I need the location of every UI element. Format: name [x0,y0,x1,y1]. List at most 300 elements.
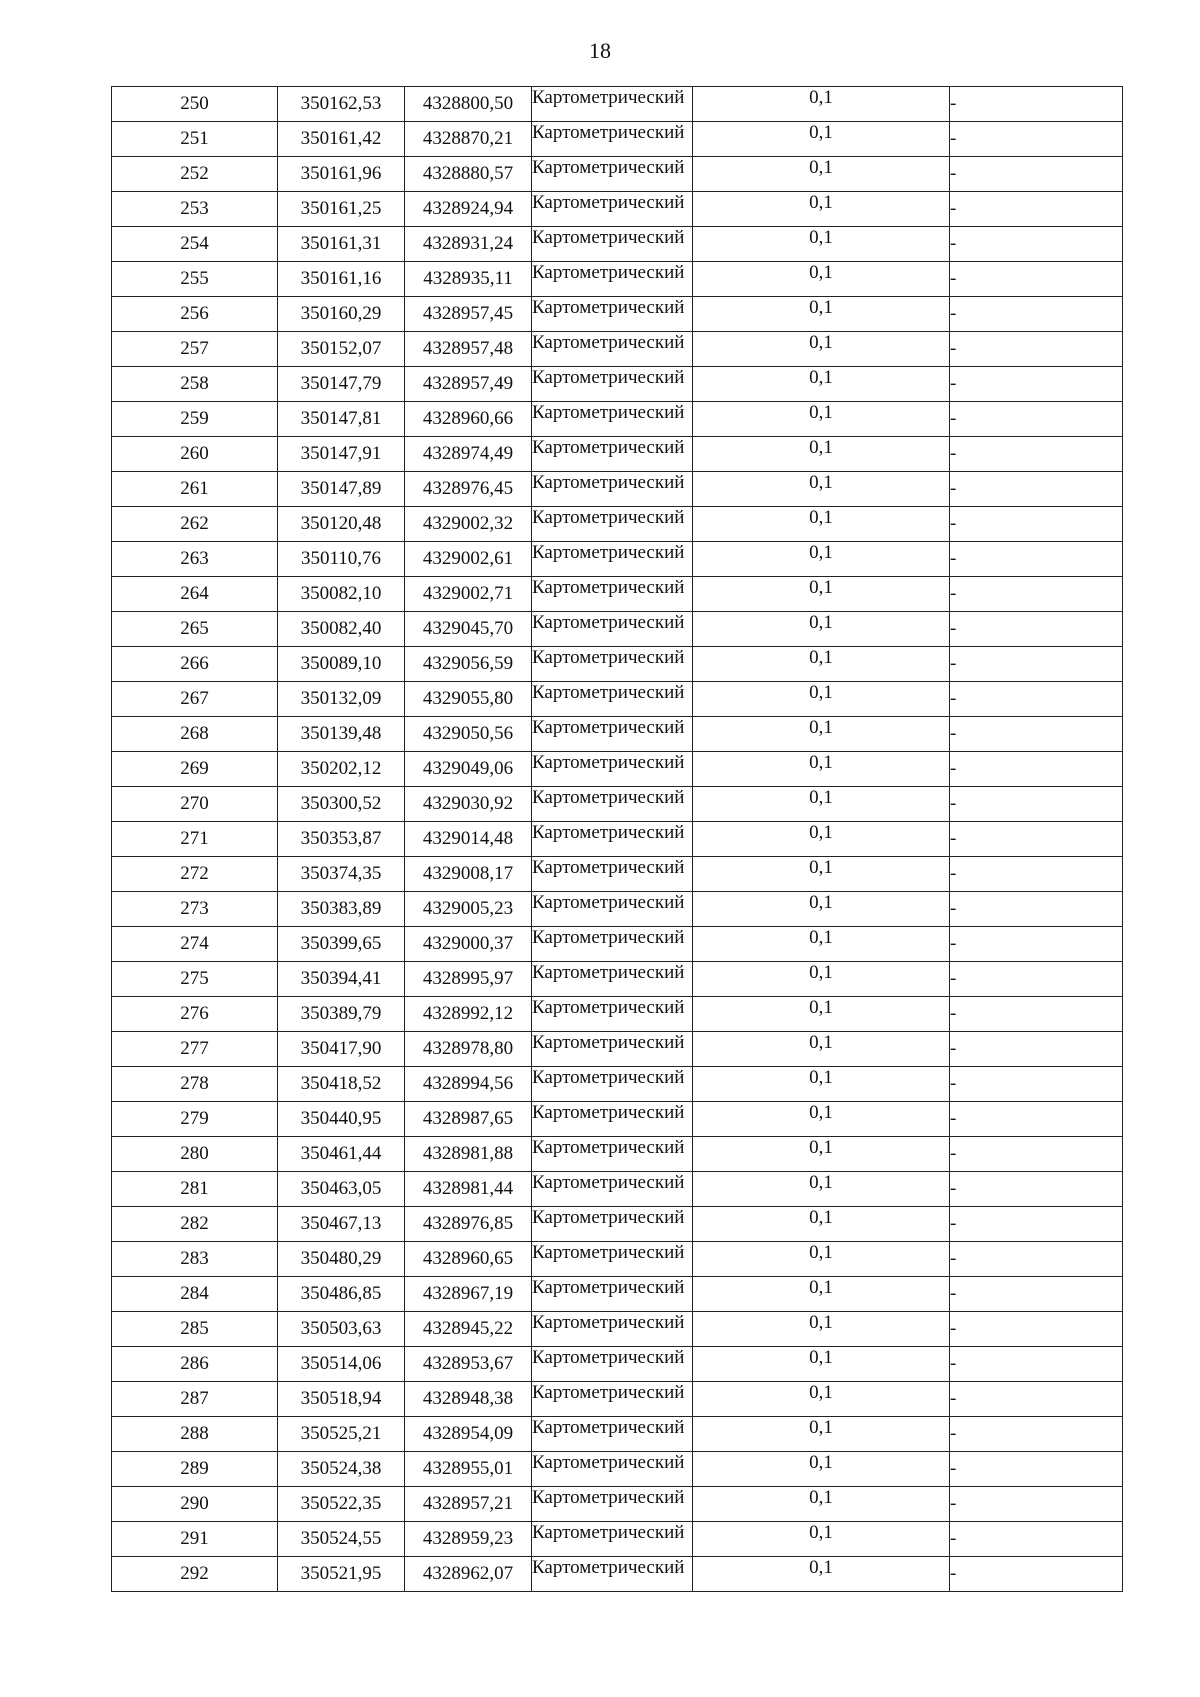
accuracy-cell: 0,1 [693,1102,950,1137]
method-cell: Картометрический [532,1312,693,1347]
x-coordinate-cell: 350418,52 [278,1067,405,1102]
accuracy-cell: 0,1 [693,787,950,822]
accuracy-cell: 0,1 [693,1067,950,1102]
table-row [112,787,1123,822]
accuracy-cell: 0,1 [693,437,950,472]
note-cell: - [950,962,1123,997]
accuracy-cell: 0,1 [693,1242,950,1277]
note-cell: - [950,192,1123,227]
point-number-cell: 286 [112,1347,278,1382]
y-coordinate-cell: 4328954,09 [405,1417,532,1452]
accuracy-cell: 0,1 [693,997,950,1032]
accuracy-cell: 0,1 [693,927,950,962]
x-coordinate-cell: 350480,29 [278,1242,405,1277]
y-coordinate-cell: 4328870,21 [405,122,532,157]
x-coordinate-cell: 350399,65 [278,927,405,962]
method-cell: Картометрический [532,542,693,577]
note-cell: - [950,87,1123,122]
table-row [112,577,1123,612]
accuracy-cell: 0,1 [693,822,950,857]
y-coordinate-cell: 4329056,59 [405,647,532,682]
method-cell: Картометрический [532,787,693,822]
y-coordinate-cell: 4328924,94 [405,192,532,227]
accuracy-cell: 0,1 [693,1557,950,1592]
table-row [112,1347,1123,1382]
table-row [112,1137,1123,1172]
x-coordinate-cell: 350374,35 [278,857,405,892]
accuracy-cell: 0,1 [693,1032,950,1067]
x-coordinate-cell: 350152,07 [278,332,405,367]
method-cell: Картометрический [532,1347,693,1382]
point-number-cell: 273 [112,892,278,927]
method-cell: Картометрический [532,1382,693,1417]
table-row [112,1557,1123,1592]
point-number-cell: 265 [112,612,278,647]
y-coordinate-cell: 4328959,23 [405,1522,532,1557]
y-coordinate-cell: 4329005,23 [405,892,532,927]
accuracy-cell: 0,1 [693,752,950,787]
accuracy-cell: 0,1 [693,1487,950,1522]
accuracy-cell: 0,1 [693,892,950,927]
y-coordinate-cell: 4329050,56 [405,717,532,752]
accuracy-cell: 0,1 [693,962,950,997]
x-coordinate-cell: 350147,79 [278,367,405,402]
accuracy-cell: 0,1 [693,262,950,297]
note-cell: - [950,682,1123,717]
accuracy-cell: 0,1 [693,157,950,192]
y-coordinate-cell: 4329014,48 [405,822,532,857]
accuracy-cell: 0,1 [693,1347,950,1382]
y-coordinate-cell: 4328957,45 [405,297,532,332]
y-coordinate-cell: 4328800,50 [405,87,532,122]
accuracy-cell: 0,1 [693,717,950,752]
table-row [112,752,1123,787]
method-cell: Картометрический [532,367,693,402]
method-cell: Картометрический [532,1487,693,1522]
point-number-cell: 256 [112,297,278,332]
table-row [112,682,1123,717]
x-coordinate-cell: 350120,48 [278,507,405,542]
accuracy-cell: 0,1 [693,1312,950,1347]
point-number-cell: 254 [112,227,278,262]
method-cell: Картометрический [532,962,693,997]
x-coordinate-cell: 350440,95 [278,1102,405,1137]
accuracy-cell: 0,1 [693,192,950,227]
y-coordinate-cell: 4328978,80 [405,1032,532,1067]
method-cell: Картометрический [532,192,693,227]
y-coordinate-cell: 4329008,17 [405,857,532,892]
note-cell: - [950,472,1123,507]
method-cell: Картометрический [532,1032,693,1067]
note-cell: - [950,1312,1123,1347]
y-coordinate-cell: 4328992,12 [405,997,532,1032]
table-row [112,262,1123,297]
point-number-cell: 262 [112,507,278,542]
y-coordinate-cell: 4329030,92 [405,787,532,822]
note-cell: - [950,1102,1123,1137]
table-row [112,717,1123,752]
y-coordinate-cell: 4328960,66 [405,402,532,437]
point-number-cell: 281 [112,1172,278,1207]
note-cell: - [950,787,1123,822]
point-number-cell: 252 [112,157,278,192]
method-cell: Картометрический [532,1137,693,1172]
note-cell: - [950,1242,1123,1277]
x-coordinate-cell: 350461,44 [278,1137,405,1172]
method-cell: Картометрический [532,1522,693,1557]
method-cell: Картометрический [532,612,693,647]
accuracy-cell: 0,1 [693,297,950,332]
x-coordinate-cell: 350160,29 [278,297,405,332]
table-row [112,507,1123,542]
table-row [112,297,1123,332]
note-cell: - [950,717,1123,752]
page-number: 18 [589,38,611,63]
x-coordinate-cell: 350521,95 [278,1557,405,1592]
table-row [112,367,1123,402]
note-cell: - [950,1557,1123,1592]
table-row [112,1522,1123,1557]
point-number-cell: 279 [112,1102,278,1137]
x-coordinate-cell: 350486,85 [278,1277,405,1312]
y-coordinate-cell: 4328981,88 [405,1137,532,1172]
x-coordinate-cell: 350389,79 [278,997,405,1032]
accuracy-cell: 0,1 [693,647,950,682]
point-number-cell: 272 [112,857,278,892]
note-cell: - [950,892,1123,927]
accuracy-cell: 0,1 [693,367,950,402]
point-number-cell: 266 [112,647,278,682]
note-cell: - [950,1417,1123,1452]
table-row [112,87,1123,122]
accuracy-cell: 0,1 [693,332,950,367]
point-number-cell: 255 [112,262,278,297]
point-number-cell: 259 [112,402,278,437]
y-coordinate-cell: 4329000,37 [405,927,532,962]
x-coordinate-cell: 350162,53 [278,87,405,122]
method-cell: Картометрический [532,1242,693,1277]
point-number-cell: 258 [112,367,278,402]
point-number-cell: 283 [112,1242,278,1277]
table-row [112,1172,1123,1207]
table-row [112,1277,1123,1312]
point-number-cell: 269 [112,752,278,787]
y-coordinate-cell: 4329049,06 [405,752,532,787]
table-row [112,962,1123,997]
y-coordinate-cell: 4328960,65 [405,1242,532,1277]
accuracy-cell: 0,1 [693,577,950,612]
note-cell: - [950,752,1123,787]
x-coordinate-cell: 350514,06 [278,1347,405,1382]
y-coordinate-cell: 4328994,56 [405,1067,532,1102]
accuracy-cell: 0,1 [693,1382,950,1417]
accuracy-cell: 0,1 [693,402,950,437]
note-cell: - [950,542,1123,577]
accuracy-cell: 0,1 [693,87,950,122]
method-cell: Картометрический [532,332,693,367]
point-number-cell: 289 [112,1452,278,1487]
note-cell: - [950,1382,1123,1417]
point-number-cell: 261 [112,472,278,507]
x-coordinate-cell: 350467,13 [278,1207,405,1242]
method-cell: Картометрический [532,157,693,192]
table-row [112,857,1123,892]
point-number-cell: 251 [112,122,278,157]
method-cell: Картометрический [532,822,693,857]
method-cell: Картометрический [532,1417,693,1452]
x-coordinate-cell: 350353,87 [278,822,405,857]
accuracy-cell: 0,1 [693,1522,950,1557]
method-cell: Картометрический [532,1102,693,1137]
x-coordinate-cell: 350161,25 [278,192,405,227]
note-cell: - [950,262,1123,297]
x-coordinate-cell: 350417,90 [278,1032,405,1067]
method-cell: Картометрический [532,507,693,542]
x-coordinate-cell: 350110,76 [278,542,405,577]
table-row [112,1242,1123,1277]
method-cell: Картометрический [532,1172,693,1207]
note-cell: - [950,1172,1123,1207]
point-number-cell: 280 [112,1137,278,1172]
accuracy-cell: 0,1 [693,122,950,157]
point-number-cell: 263 [112,542,278,577]
accuracy-cell: 0,1 [693,682,950,717]
point-number-cell: 264 [112,577,278,612]
table-row [112,647,1123,682]
point-number-cell: 284 [112,1277,278,1312]
method-cell: Картометрический [532,472,693,507]
accuracy-cell: 0,1 [693,1417,950,1452]
point-number-cell: 250 [112,87,278,122]
note-cell: - [950,1487,1123,1522]
method-cell: Картометрический [532,752,693,787]
accuracy-cell: 0,1 [693,1277,950,1312]
note-cell: - [950,1067,1123,1102]
method-cell: Картометрический [532,682,693,717]
point-number-cell: 257 [112,332,278,367]
table-row [112,1067,1123,1102]
note-cell: - [950,1522,1123,1557]
point-number-cell: 260 [112,437,278,472]
method-cell: Картометрический [532,437,693,472]
note-cell: - [950,507,1123,542]
note-cell: - [950,822,1123,857]
y-coordinate-cell: 4328981,44 [405,1172,532,1207]
y-coordinate-cell: 4329002,32 [405,507,532,542]
note-cell: - [950,297,1123,332]
method-cell: Картометрический [532,892,693,927]
accuracy-cell: 0,1 [693,542,950,577]
x-coordinate-cell: 350161,42 [278,122,405,157]
x-coordinate-cell: 350518,94 [278,1382,405,1417]
y-coordinate-cell: 4328995,97 [405,962,532,997]
method-cell: Картометрический [532,1557,693,1592]
accuracy-cell: 0,1 [693,1137,950,1172]
x-coordinate-cell: 350089,10 [278,647,405,682]
note-cell: - [950,612,1123,647]
point-number-cell: 282 [112,1207,278,1242]
point-number-cell: 287 [112,1382,278,1417]
table-row [112,822,1123,857]
y-coordinate-cell: 4328957,48 [405,332,532,367]
table-row [112,1417,1123,1452]
y-coordinate-cell: 4328955,01 [405,1452,532,1487]
y-coordinate-cell: 4328987,65 [405,1102,532,1137]
y-coordinate-cell: 4329002,61 [405,542,532,577]
table-row [112,1452,1123,1487]
x-coordinate-cell: 350161,31 [278,227,405,262]
x-coordinate-cell: 350161,96 [278,157,405,192]
note-cell: - [950,437,1123,472]
accuracy-cell: 0,1 [693,507,950,542]
table-row [112,402,1123,437]
method-cell: Картометрический [532,577,693,612]
y-coordinate-cell: 4328945,22 [405,1312,532,1347]
note-cell: - [950,1452,1123,1487]
point-number-cell: 290 [112,1487,278,1522]
y-coordinate-cell: 4329045,70 [405,612,532,647]
method-cell: Картометрический [532,87,693,122]
point-number-cell: 267 [112,682,278,717]
table-row [112,1382,1123,1417]
method-cell: Картометрический [532,1067,693,1102]
x-coordinate-cell: 350147,81 [278,402,405,437]
table-row [112,1487,1123,1522]
note-cell: - [950,647,1123,682]
note-cell: - [950,367,1123,402]
method-cell: Картометрический [532,857,693,892]
point-number-cell: 274 [112,927,278,962]
x-coordinate-cell: 350082,10 [278,577,405,612]
x-coordinate-cell: 350082,40 [278,612,405,647]
point-number-cell: 292 [112,1557,278,1592]
point-number-cell: 291 [112,1522,278,1557]
method-cell: Картометрический [532,927,693,962]
y-coordinate-cell: 4328953,67 [405,1347,532,1382]
table-row [112,997,1123,1032]
point-number-cell: 268 [112,717,278,752]
x-coordinate-cell: 350147,89 [278,472,405,507]
y-coordinate-cell: 4329002,71 [405,577,532,612]
point-number-cell: 277 [112,1032,278,1067]
point-number-cell: 253 [112,192,278,227]
table-row [112,892,1123,927]
table-row [112,1032,1123,1067]
point-number-cell: 288 [112,1417,278,1452]
table-row [112,1207,1123,1242]
point-number-cell: 285 [112,1312,278,1347]
note-cell: - [950,577,1123,612]
x-coordinate-cell: 350394,41 [278,962,405,997]
table-row [112,157,1123,192]
point-number-cell: 275 [112,962,278,997]
x-coordinate-cell: 350147,91 [278,437,405,472]
y-coordinate-cell: 4328931,24 [405,227,532,262]
accuracy-cell: 0,1 [693,1172,950,1207]
method-cell: Картометрический [532,227,693,262]
y-coordinate-cell: 4328967,19 [405,1277,532,1312]
table-row [112,437,1123,472]
x-coordinate-cell: 350202,12 [278,752,405,787]
point-number-cell: 276 [112,997,278,1032]
coordinates-table [111,86,1123,1592]
point-number-cell: 271 [112,822,278,857]
note-cell: - [950,1032,1123,1067]
accuracy-cell: 0,1 [693,612,950,647]
y-coordinate-cell: 4328962,07 [405,1557,532,1592]
y-coordinate-cell: 4329055,80 [405,682,532,717]
accuracy-cell: 0,1 [693,857,950,892]
note-cell: - [950,857,1123,892]
table-row [112,472,1123,507]
y-coordinate-cell: 4328957,49 [405,367,532,402]
y-coordinate-cell: 4328974,49 [405,437,532,472]
x-coordinate-cell: 350503,63 [278,1312,405,1347]
note-cell: - [950,1137,1123,1172]
note-cell: - [950,997,1123,1032]
y-coordinate-cell: 4328957,21 [405,1487,532,1522]
table-row [112,1312,1123,1347]
point-number-cell: 270 [112,787,278,822]
note-cell: - [950,332,1123,367]
table-row [112,927,1123,962]
y-coordinate-cell: 4328976,85 [405,1207,532,1242]
accuracy-cell: 0,1 [693,227,950,262]
note-cell: - [950,157,1123,192]
x-coordinate-cell: 350524,38 [278,1452,405,1487]
note-cell: - [950,927,1123,962]
x-coordinate-cell: 350132,09 [278,682,405,717]
table-row [112,332,1123,367]
note-cell: - [950,402,1123,437]
method-cell: Картометрический [532,647,693,682]
method-cell: Картометрический [532,262,693,297]
method-cell: Картометрический [532,1207,693,1242]
x-coordinate-cell: 350383,89 [278,892,405,927]
note-cell: - [950,1207,1123,1242]
y-coordinate-cell: 4328948,38 [405,1382,532,1417]
x-coordinate-cell: 350525,21 [278,1417,405,1452]
accuracy-cell: 0,1 [693,472,950,507]
y-coordinate-cell: 4328976,45 [405,472,532,507]
method-cell: Картометрический [532,997,693,1032]
accuracy-cell: 0,1 [693,1207,950,1242]
table-row [112,612,1123,647]
note-cell: - [950,227,1123,262]
x-coordinate-cell: 350300,52 [278,787,405,822]
table-row [112,192,1123,227]
note-cell: - [950,1347,1123,1382]
x-coordinate-cell: 350161,16 [278,262,405,297]
point-number-cell: 278 [112,1067,278,1102]
table-row [112,122,1123,157]
method-cell: Картометрический [532,717,693,752]
note-cell: - [950,122,1123,157]
x-coordinate-cell: 350139,48 [278,717,405,752]
method-cell: Картометрический [532,402,693,437]
method-cell: Картометрический [532,122,693,157]
method-cell: Картометрический [532,1452,693,1487]
method-cell: Картометрический [532,297,693,332]
coordinates-table-body [112,87,1123,1592]
table-row [112,1102,1123,1137]
y-coordinate-cell: 4328880,57 [405,157,532,192]
method-cell: Картометрический [532,1277,693,1312]
note-cell: - [950,1277,1123,1312]
y-coordinate-cell: 4328935,11 [405,262,532,297]
accuracy-cell: 0,1 [693,1452,950,1487]
x-coordinate-cell: 350524,55 [278,1522,405,1557]
